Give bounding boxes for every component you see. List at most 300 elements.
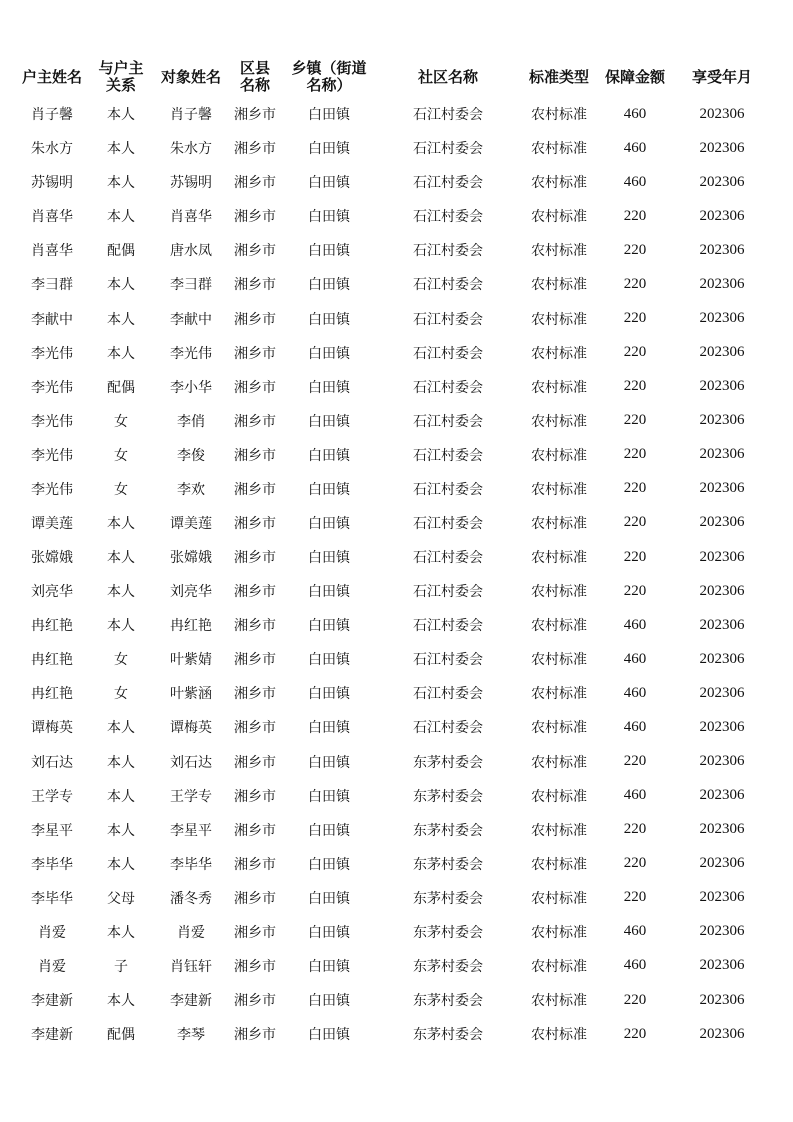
cell-relation: 本人 (107, 584, 135, 601)
cell-head_name: 李光伟 (31, 379, 73, 396)
cell-head_name: 苏锡明 (31, 175, 73, 192)
cell-community: 石江村委会 (413, 311, 483, 328)
table-row (14, 199, 774, 233)
table-row (14, 574, 774, 608)
cell-community: 石江村委会 (413, 277, 483, 294)
cell-county: 湘乡市 (234, 652, 276, 669)
column-header-line: 对象姓名 (160, 67, 221, 86)
cell-head_name: 李光伟 (31, 345, 73, 362)
column-header-line: 保障金额 (604, 67, 665, 86)
cell-target_name: 张嫦娥 (170, 550, 212, 567)
cell-community: 石江村委会 (413, 413, 483, 430)
cell-target_name: 李建新 (170, 993, 212, 1010)
cell-relation: 本人 (107, 277, 135, 294)
cell-standard: 农村标准 (531, 890, 587, 907)
cell-amount: 460 (623, 105, 647, 122)
cell-amount: 460 (623, 139, 647, 156)
cell-head_name: 李建新 (31, 993, 73, 1010)
cell-town: 白田镇 (308, 993, 350, 1010)
table-row (14, 847, 774, 881)
cell-amount: 460 (623, 787, 647, 804)
cell-amount: 460 (623, 923, 647, 940)
cell-community: 石江村委会 (413, 243, 483, 260)
cell-period: 202306 (699, 344, 745, 361)
cell-period: 202306 (699, 105, 745, 122)
column-header-standard (518, 57, 600, 97)
cell-county: 湘乡市 (234, 720, 276, 737)
cell-county: 湘乡市 (234, 345, 276, 362)
cell-target_name: 李星平 (170, 822, 212, 839)
cell-period: 202306 (699, 855, 745, 872)
cell-town: 白田镇 (308, 175, 350, 192)
cell-target_name: 谭美莲 (170, 515, 212, 532)
column-header-period (670, 57, 774, 97)
cell-period: 202306 (699, 1025, 745, 1042)
cell-standard: 农村标准 (531, 652, 587, 669)
cell-community: 石江村委会 (413, 379, 483, 396)
cell-target_name: 潘冬秀 (170, 890, 212, 907)
cell-county: 湘乡市 (234, 413, 276, 430)
cell-relation: 父母 (107, 890, 135, 907)
cell-head_name: 李献中 (31, 311, 73, 328)
cell-county: 湘乡市 (234, 277, 276, 294)
column-header-line: 标准类型 (528, 67, 589, 86)
cell-standard: 农村标准 (531, 924, 587, 941)
cell-town: 白田镇 (308, 890, 350, 907)
cell-target_name: 肖钰轩 (170, 958, 212, 975)
cell-relation: 女 (114, 447, 128, 464)
table-row (14, 404, 774, 438)
cell-head_name: 刘石达 (31, 754, 73, 771)
subsistence-allowance-table (14, 57, 774, 1051)
cell-relation: 配偶 (107, 1027, 135, 1044)
cell-amount: 460 (623, 650, 647, 667)
cell-standard: 农村标准 (531, 618, 587, 635)
table-row (14, 97, 774, 131)
cell-standard: 农村标准 (531, 243, 587, 260)
cell-head_name: 朱水方 (31, 141, 73, 158)
cell-period: 202306 (699, 821, 745, 838)
table-row (14, 165, 774, 199)
cell-amount: 460 (623, 684, 647, 701)
cell-town: 白田镇 (308, 481, 350, 498)
cell-town: 白田镇 (308, 788, 350, 805)
cell-amount: 220 (623, 753, 647, 770)
cell-relation: 本人 (107, 788, 135, 805)
cell-standard: 农村标准 (531, 993, 587, 1010)
table-row (14, 744, 774, 778)
cell-community: 石江村委会 (413, 481, 483, 498)
cell-target_name: 冉红艳 (170, 618, 212, 635)
cell-county: 湘乡市 (234, 107, 276, 124)
cell-standard: 农村标准 (531, 379, 587, 396)
cell-standard: 农村标准 (531, 141, 587, 158)
cell-relation: 本人 (107, 550, 135, 567)
table-row (14, 472, 774, 506)
cell-period: 202306 (699, 684, 745, 701)
cell-period: 202306 (699, 446, 745, 463)
column-header-amount (600, 57, 670, 97)
cell-town: 白田镇 (308, 107, 350, 124)
cell-amount: 220 (623, 446, 647, 463)
cell-head_name: 肖子馨 (31, 107, 73, 124)
cell-target_name: 谭梅英 (170, 720, 212, 737)
cell-relation: 本人 (107, 311, 135, 328)
cell-community: 东茅村委会 (413, 856, 483, 873)
cell-standard: 农村标准 (531, 107, 587, 124)
cell-target_name: 刘石达 (170, 754, 212, 771)
table-row (14, 301, 774, 335)
cell-standard: 农村标准 (531, 413, 587, 430)
cell-county: 湘乡市 (234, 209, 276, 226)
cell-head_name: 李光伟 (31, 447, 73, 464)
cell-period: 202306 (699, 378, 745, 395)
cell-target_name: 李彐群 (170, 277, 212, 294)
cell-period: 202306 (699, 275, 745, 292)
cell-relation: 本人 (107, 515, 135, 532)
cell-target_name: 李献中 (170, 311, 212, 328)
cell-head_name: 肖爱 (38, 958, 66, 975)
cell-target_name: 李毕华 (170, 856, 212, 873)
cell-town: 白田镇 (308, 209, 350, 226)
cell-period: 202306 (699, 207, 745, 224)
cell-county: 湘乡市 (234, 584, 276, 601)
cell-community: 石江村委会 (413, 618, 483, 635)
cell-amount: 220 (623, 480, 647, 497)
cell-community: 东茅村委会 (413, 788, 483, 805)
column-header-line: 区县 (239, 59, 270, 77)
cell-amount: 220 (623, 310, 647, 326)
cell-head_name: 肖喜华 (31, 243, 73, 260)
cell-standard: 农村标准 (531, 788, 587, 805)
cell-community: 东茅村委会 (413, 754, 483, 771)
table-row (14, 1017, 774, 1051)
cell-community: 石江村委会 (413, 141, 483, 158)
cell-community: 东茅村委会 (413, 958, 483, 975)
column-header-town (280, 57, 378, 97)
cell-relation: 子 (114, 958, 128, 975)
table-row (14, 131, 774, 165)
cell-community: 石江村委会 (413, 686, 483, 703)
column-header-line: 乡镇（街道 (291, 59, 367, 77)
cell-standard: 农村标准 (531, 481, 587, 498)
cell-relation: 本人 (107, 754, 135, 771)
cell-head_name: 刘亮华 (31, 584, 73, 601)
cell-target_name: 唐水凤 (170, 243, 212, 260)
cell-community: 石江村委会 (413, 107, 483, 124)
cell-period: 202306 (699, 514, 745, 531)
cell-amount: 220 (623, 548, 647, 565)
cell-period: 202306 (699, 957, 745, 974)
table-row (14, 370, 774, 404)
cell-relation: 本人 (107, 345, 135, 362)
cell-target_name: 李小华 (170, 379, 212, 396)
cell-amount: 460 (623, 173, 647, 190)
cell-target_name: 李琴 (177, 1027, 205, 1044)
cell-relation: 本人 (107, 209, 135, 226)
cell-town: 白田镇 (308, 958, 350, 975)
cell-amount: 220 (623, 344, 647, 361)
table-row (14, 506, 774, 540)
cell-county: 湘乡市 (234, 550, 276, 567)
cell-community: 石江村委会 (413, 652, 483, 669)
cell-standard: 农村标准 (531, 754, 587, 771)
cell-county: 湘乡市 (234, 379, 276, 396)
cell-period: 202306 (699, 889, 745, 906)
cell-amount: 220 (623, 275, 647, 292)
cell-relation: 本人 (107, 720, 135, 737)
cell-town: 白田镇 (308, 856, 350, 873)
cell-community: 东茅村委会 (413, 993, 483, 1010)
cell-standard: 农村标准 (531, 856, 587, 873)
cell-relation: 本人 (107, 856, 135, 873)
cell-head_name: 李建新 (31, 1027, 73, 1044)
cell-county: 湘乡市 (234, 481, 276, 498)
cell-community: 东茅村委会 (413, 890, 483, 907)
cell-target_name: 李光伟 (170, 345, 212, 362)
cell-county: 湘乡市 (234, 856, 276, 873)
cell-head_name: 李毕华 (31, 890, 73, 907)
column-header-county (230, 57, 280, 97)
table-row (14, 642, 774, 676)
cell-standard: 农村标准 (531, 175, 587, 192)
table-row (14, 267, 774, 301)
table-row (14, 983, 774, 1017)
table-row (14, 710, 774, 744)
cell-standard: 农村标准 (531, 345, 587, 362)
cell-amount: 220 (623, 514, 647, 531)
cell-community: 石江村委会 (413, 584, 483, 601)
cell-town: 白田镇 (308, 720, 350, 737)
cell-town: 白田镇 (308, 243, 350, 260)
column-header-line: 与户主 (98, 59, 144, 77)
cell-head_name: 冉红艳 (31, 618, 73, 635)
table-row (14, 881, 774, 915)
cell-target_name: 叶紫涵 (170, 686, 212, 703)
cell-target_name: 李欢 (177, 481, 205, 498)
cell-town: 白田镇 (308, 311, 350, 328)
cell-head_name: 张嫦娥 (31, 550, 73, 567)
cell-target_name: 肖喜华 (170, 209, 212, 226)
cell-relation: 本人 (107, 618, 135, 635)
cell-town: 白田镇 (308, 652, 350, 669)
cell-county: 湘乡市 (234, 618, 276, 635)
cell-community: 东茅村委会 (413, 924, 483, 941)
column-header-line: 名称） (306, 76, 352, 94)
cell-amount: 460 (623, 616, 647, 633)
cell-target_name: 朱水方 (170, 141, 212, 158)
table-row (14, 336, 774, 370)
cell-community: 东茅村委会 (413, 822, 483, 839)
cell-county: 湘乡市 (234, 515, 276, 532)
cell-target_name: 肖爱 (177, 924, 205, 941)
cell-head_name: 李光伟 (31, 481, 73, 498)
cell-head_name: 冉红艳 (31, 686, 73, 703)
cell-standard: 农村标准 (531, 584, 587, 601)
cell-target_name: 叶紫婧 (170, 652, 212, 669)
column-header-line: 社区名称 (417, 67, 478, 86)
cell-period: 202306 (699, 787, 745, 804)
cell-period: 202306 (699, 241, 745, 258)
cell-county: 湘乡市 (234, 924, 276, 941)
cell-community: 石江村委会 (413, 550, 483, 567)
table-row (14, 438, 774, 472)
cell-community: 石江村委会 (413, 447, 483, 464)
cell-period: 202306 (699, 310, 745, 326)
cell-relation: 本人 (107, 107, 135, 124)
cell-amount: 220 (623, 241, 647, 258)
cell-period: 202306 (699, 923, 745, 940)
cell-county: 湘乡市 (234, 175, 276, 192)
cell-relation: 配偶 (107, 243, 135, 260)
table-row (14, 949, 774, 983)
cell-amount: 220 (623, 378, 647, 395)
cell-amount: 220 (623, 207, 647, 224)
cell-period: 202306 (699, 173, 745, 190)
column-header-head_name (14, 57, 90, 97)
cell-period: 202306 (699, 991, 745, 1008)
cell-head_name: 李星平 (31, 822, 73, 839)
cell-amount: 220 (623, 582, 647, 599)
column-header-community (378, 57, 518, 97)
cell-community: 石江村委会 (413, 209, 483, 226)
cell-town: 白田镇 (308, 924, 350, 941)
cell-relation: 本人 (107, 141, 135, 158)
cell-period: 202306 (699, 616, 745, 633)
column-header-line: 关系 (105, 76, 136, 94)
cell-community: 石江村委会 (413, 345, 483, 362)
cell-amount: 220 (623, 1025, 647, 1042)
cell-standard: 农村标准 (531, 1027, 587, 1044)
cell-town: 白田镇 (308, 379, 350, 396)
table-row (14, 233, 774, 267)
cell-standard: 农村标准 (531, 277, 587, 294)
table-body (14, 97, 774, 1051)
cell-period: 202306 (699, 139, 745, 156)
column-header-relation (90, 57, 152, 97)
cell-head_name: 谭梅英 (31, 720, 73, 737)
cell-community: 东茅村委会 (413, 1027, 483, 1044)
cell-head_name: 谭美莲 (31, 515, 73, 532)
cell-town: 白田镇 (308, 550, 350, 567)
cell-head_name: 王学专 (31, 788, 73, 805)
cell-head_name: 肖喜华 (31, 209, 73, 226)
cell-target_name: 李俏 (177, 413, 205, 430)
cell-amount: 220 (623, 855, 647, 872)
table-row (14, 676, 774, 710)
table-row (14, 608, 774, 642)
cell-target_name: 刘亮华 (170, 584, 212, 601)
cell-standard: 农村标准 (531, 822, 587, 839)
cell-town: 白田镇 (308, 822, 350, 839)
cell-town: 白田镇 (308, 413, 350, 430)
column-header-target_name (152, 57, 230, 97)
cell-target_name: 李俊 (177, 447, 205, 464)
cell-standard: 农村标准 (531, 720, 587, 737)
cell-standard: 农村标准 (531, 515, 587, 532)
cell-town: 白田镇 (308, 345, 350, 362)
cell-county: 湘乡市 (234, 754, 276, 771)
cell-county: 湘乡市 (234, 311, 276, 328)
cell-town: 白田镇 (308, 447, 350, 464)
cell-head_name: 李彐群 (31, 277, 73, 294)
cell-county: 湘乡市 (234, 686, 276, 703)
cell-town: 白田镇 (308, 686, 350, 703)
cell-relation: 本人 (107, 924, 135, 941)
cell-head_name: 肖爱 (38, 924, 66, 941)
cell-county: 湘乡市 (234, 243, 276, 260)
cell-amount: 220 (623, 991, 647, 1008)
cell-period: 202306 (699, 753, 745, 770)
cell-relation: 本人 (107, 822, 135, 839)
cell-target_name: 苏锡明 (170, 175, 212, 192)
cell-town: 白田镇 (308, 141, 350, 158)
table-row (14, 813, 774, 847)
cell-county: 湘乡市 (234, 788, 276, 805)
table-row (14, 779, 774, 813)
column-header-line: 户主姓名 (21, 67, 82, 86)
cell-county: 湘乡市 (234, 1027, 276, 1044)
cell-amount: 220 (623, 889, 647, 906)
cell-head_name: 李光伟 (31, 413, 73, 430)
cell-relation: 配偶 (107, 379, 135, 396)
cell-community: 石江村委会 (413, 720, 483, 737)
cell-county: 湘乡市 (234, 993, 276, 1010)
cell-community: 石江村委会 (413, 515, 483, 532)
cell-town: 白田镇 (308, 754, 350, 771)
cell-period: 202306 (699, 650, 745, 667)
column-header-line: 名称 (239, 76, 270, 94)
cell-period: 202306 (699, 480, 745, 497)
cell-period: 202306 (699, 582, 745, 599)
cell-county: 湘乡市 (234, 958, 276, 975)
cell-relation: 本人 (107, 175, 135, 192)
cell-relation: 本人 (107, 993, 135, 1010)
cell-standard: 农村标准 (531, 311, 587, 328)
cell-county: 湘乡市 (234, 447, 276, 464)
cell-county: 湘乡市 (234, 822, 276, 839)
cell-standard: 农村标准 (531, 447, 587, 464)
cell-amount: 220 (623, 821, 647, 838)
cell-target_name: 王学专 (170, 788, 212, 805)
cell-relation: 女 (114, 413, 128, 430)
cell-amount: 460 (623, 718, 647, 735)
cell-community: 石江村委会 (413, 175, 483, 192)
cell-period: 202306 (699, 548, 745, 565)
cell-head_name: 李毕华 (31, 856, 73, 873)
cell-relation: 女 (114, 652, 128, 669)
cell-county: 湘乡市 (234, 890, 276, 907)
cell-amount: 220 (623, 412, 647, 429)
cell-town: 白田镇 (308, 277, 350, 294)
cell-town: 白田镇 (308, 1027, 350, 1044)
cell-amount: 460 (623, 957, 647, 974)
cell-period: 202306 (699, 412, 745, 429)
cell-town: 白田镇 (308, 515, 350, 532)
cell-standard: 农村标准 (531, 958, 587, 975)
table-row (14, 915, 774, 949)
cell-head_name: 冉红艳 (31, 652, 73, 669)
cell-relation: 女 (114, 481, 128, 498)
cell-standard: 农村标准 (531, 209, 587, 226)
cell-target_name: 肖子馨 (170, 107, 212, 124)
cell-period: 202306 (699, 718, 745, 735)
cell-town: 白田镇 (308, 584, 350, 601)
cell-relation: 女 (114, 686, 128, 703)
column-header-line: 享受年月 (691, 67, 752, 86)
table-row (14, 540, 774, 574)
cell-standard: 农村标准 (531, 686, 587, 703)
